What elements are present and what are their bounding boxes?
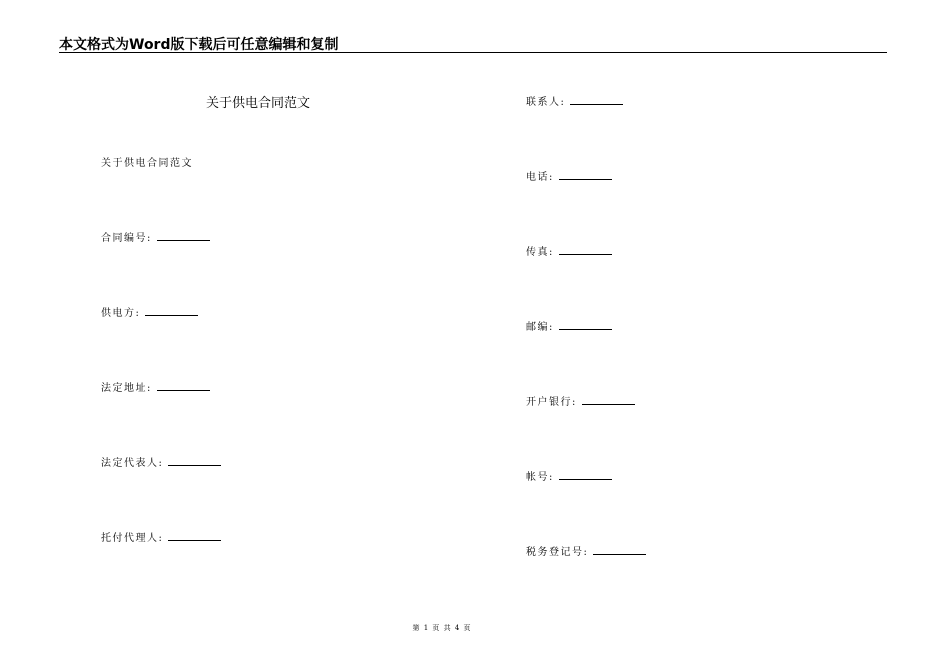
- field-contract-number: [101, 229, 210, 244]
- header-divider: [59, 52, 887, 53]
- field-legal-representative: [101, 454, 221, 469]
- field-label: 法定代表人:: [101, 458, 164, 469]
- page-indicator: 第 1 页 共 4 页: [412, 624, 472, 632]
- field-label: 开户银行:: [526, 397, 577, 408]
- field-label: 税务登记号:: [526, 547, 589, 558]
- field-label: 帐号:: [526, 472, 554, 483]
- blank-line: [570, 95, 623, 105]
- field-label: 传真:: [526, 247, 554, 258]
- field-label: 邮编:: [526, 322, 554, 333]
- blank-line: [559, 470, 612, 480]
- field-postcode: [526, 318, 612, 333]
- blank-line: [593, 545, 646, 555]
- blank-line: [157, 381, 210, 391]
- blank-line: [168, 456, 221, 466]
- field-label: 供电方:: [101, 308, 141, 319]
- blank-line: [559, 320, 612, 330]
- field-label: 托付代理人:: [101, 533, 164, 544]
- field-label: 法定地址:: [101, 383, 152, 394]
- field-label: 联系人:: [526, 97, 566, 108]
- blank-line: [168, 531, 221, 541]
- field-account-number: [526, 468, 612, 483]
- field-bank: [526, 393, 635, 408]
- field-supplier: [101, 304, 198, 319]
- document-title: 关于供电合同范文: [206, 96, 311, 111]
- blank-line: [559, 170, 612, 180]
- field-legal-address: [101, 379, 210, 394]
- field-label: 电话:: [526, 172, 554, 183]
- blank-line: [582, 395, 635, 405]
- blank-line: [559, 245, 612, 255]
- header-title: 本文格式为Word版下载后可任意编辑和复制: [59, 37, 339, 53]
- field-tax-registration-number: [526, 543, 646, 558]
- field-phone: [526, 168, 612, 183]
- field-contact-person: [526, 93, 623, 108]
- left-heading: 关于供电合同范文: [101, 158, 193, 169]
- blank-line: [145, 306, 198, 316]
- field-fax: [526, 243, 612, 258]
- field-authorized-agent: [101, 529, 221, 544]
- field-label: 合同编号:: [101, 233, 152, 244]
- blank-line: [157, 231, 210, 241]
